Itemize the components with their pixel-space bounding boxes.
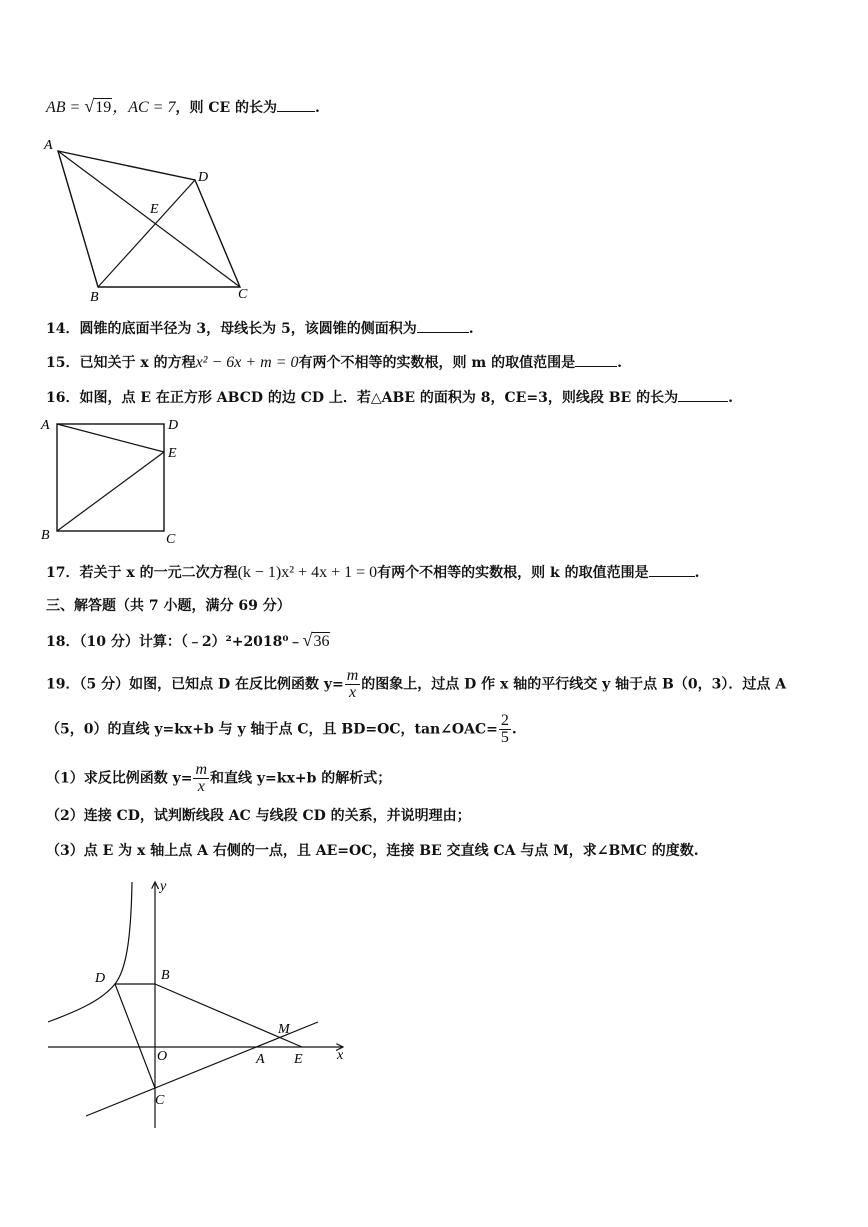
label-c: C xyxy=(238,287,248,302)
label-b: B xyxy=(41,528,50,543)
q18-sqrt: √36 xyxy=(302,630,330,650)
q15-equation: x² − 6x + m = 0 xyxy=(195,354,299,371)
q17-equation: (k − 1)x² + 4x + 1 = 0 xyxy=(237,564,378,581)
square-abcd xyxy=(57,424,164,531)
label-x: x xyxy=(337,1048,344,1063)
q13-ab-lhs: AB = xyxy=(46,99,85,116)
q13-sqrt: √19 xyxy=(84,96,112,116)
q15-answer-blank xyxy=(575,352,617,367)
label-e: E xyxy=(168,446,177,461)
q15-text: 15．已知关于 x 的方程x² − 6x + m = 0有两个不相等的实数根，则 m 的取值范围是 . xyxy=(46,354,622,371)
label-d: D xyxy=(168,418,179,433)
label-c: C xyxy=(155,1093,165,1108)
q17-answer-blank xyxy=(649,562,695,577)
q19-line2: （5，0）的直线 y=kx+b 与 y 轴于点 C，且 BD=OC，tan∠OAC= $\frac{2}{5}$ . xyxy=(46,712,517,746)
segment-be xyxy=(57,452,164,531)
segment-ae xyxy=(57,424,164,452)
hyperbola-branch xyxy=(48,882,132,1022)
label-e: E xyxy=(150,202,159,217)
q19-part2: （2）连接 CD，试判断线段 AC 与线段 CD 的关系，并说明理由； xyxy=(46,808,471,824)
label-d: D xyxy=(198,170,209,185)
q19-tan-fraction: $\frac{2}{5}$ xyxy=(500,712,509,746)
label-o: O xyxy=(157,1049,168,1064)
label-a: A xyxy=(41,418,50,433)
q14-answer-blank xyxy=(417,318,469,333)
figure-19-coordinate-graph xyxy=(40,870,360,1135)
label-y: y xyxy=(160,879,167,894)
figure-13-quadrilateral xyxy=(40,135,260,305)
segment-dc xyxy=(115,984,155,1088)
q19-line1: 19．（5 分）如图，已知点 D 在反比例函数 y= $\frac{m}{x}$ 的图象上，过点 D 作 x 轴的平行线交 y 轴于点 B（0，3）．过点 A xyxy=(46,667,787,701)
q16-text: 16．如图，点 E 在正方形 ABCD 的边 CD 上．若△ABE 的面积为 8，CE=3，则线段 BE 的长为 . xyxy=(46,387,733,408)
label-a: A xyxy=(256,1052,265,1067)
label-e: E xyxy=(294,1052,303,1067)
label-d: D xyxy=(95,971,106,986)
q13-ac: ，AC = 7 xyxy=(112,99,176,116)
q18-text: 18．（10 分）计算：（﹣2）²+2018⁰﹣√36 xyxy=(46,630,330,650)
section-3-title: 三、解答题（共 7 小题，满分 69 分） xyxy=(46,598,291,614)
diagonal-ac xyxy=(58,151,240,287)
q19-fraction-m-over-x: $\frac{m}{x}$ xyxy=(346,667,359,701)
diagonal-bd xyxy=(98,180,195,287)
q13-tail: ，则 CE 的长为 xyxy=(175,100,278,116)
q16-answer-blank xyxy=(678,387,728,402)
q19-part1: （1）求反比例函数 y= $\frac{m}{x}$ 和直线 y=kx+b 的解析式； xyxy=(46,761,392,795)
q17-text: 17．若关于 x 的一元二次方程(k − 1)x² + 4x + 1 = 0有两个不相等的实数根，则 k 的取值范围是 . xyxy=(46,564,700,581)
q13-text: AB = √19，AC = 7，则 CE 的长为 . xyxy=(46,96,320,116)
label-a: A xyxy=(44,138,53,153)
label-b: B xyxy=(161,968,170,983)
q13-answer-blank xyxy=(277,97,315,112)
figure-16-square xyxy=(38,415,188,550)
q19-part1-fraction: $\frac{m}{x}$ xyxy=(195,761,208,795)
q19-part3: （3）点 E 为 x 轴上点 A 右侧的一点，且 AE=OC，连接 BE 交直线 CA 与点 M，求∠BMC 的度数. xyxy=(46,843,699,859)
label-b: B xyxy=(90,290,99,305)
label-m: M xyxy=(278,1022,290,1037)
label-c: C xyxy=(166,532,176,547)
q14-text: 14．圆锥的底面半径为 3，母线长为 5，该圆锥的侧面积为 . xyxy=(46,318,474,339)
